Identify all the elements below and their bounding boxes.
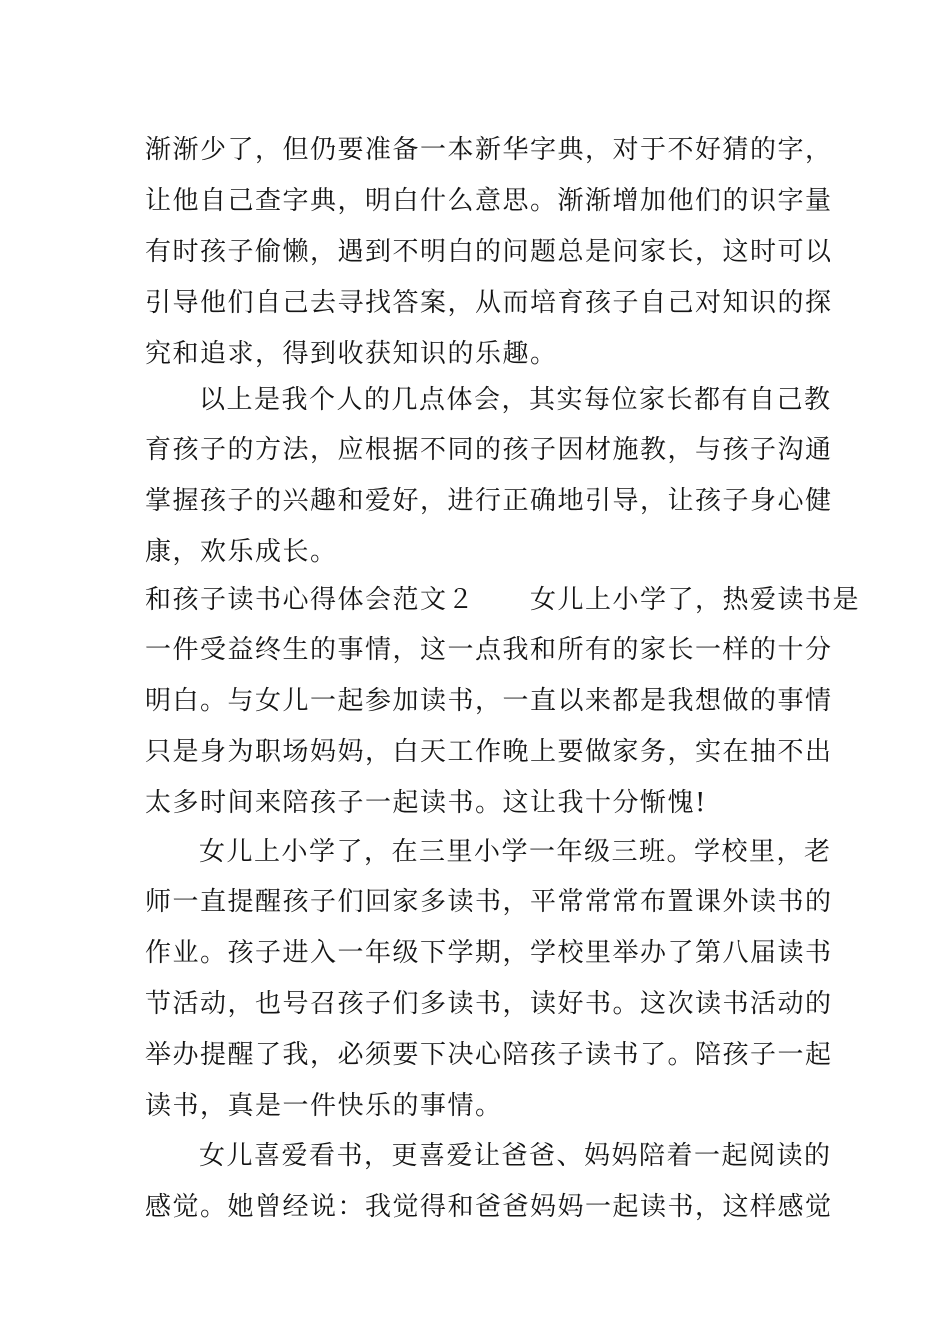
text-line: 究和追求，得到收获知识的乐趣。 [145,339,558,369]
text-line: 让他自己查字典，明白什么意思。渐渐增加他们的识字量 [145,186,833,216]
text-line: 读书，真是一件快乐的事情。 [145,1091,503,1121]
text-line: 掌握孩子的兴趣和爱好，进行正确地引导，让孩子身心健 [145,486,833,516]
paragraph-start-line: 女儿上小学了，在三里小学一年级三班。学校里，老 [199,837,832,867]
text-line: 康，欢乐成长。 [145,537,338,567]
text-line: 渐渐少了，但仍要准备一本新华字典，对于不好猜的字， [145,135,833,165]
text-line: 引导他们自己去寻找答案，从而培育孩子自己对知识的探 [145,288,833,318]
text-line: 举办提醒了我，必须要下决心陪孩子读书了。陪孩子一起 [145,1040,833,1070]
paragraph-start-line: 女儿喜爱看书，更喜爱让爸爸、妈妈陪着一起阅读的 [199,1141,832,1171]
text-line: 一件受益终生的事情，这一点我和所有的家长一样的十分 [145,635,833,665]
text-line: 有时孩子偷懒，遇到不明白的问题总是问家长，这时可以 [145,237,833,267]
text-line: 育孩子的方法，应根据不同的孩子因材施教，与孩子沟通 [145,435,833,465]
text-line: 太多时间来陪孩子一起读书。这让我十分惭愧! [145,788,707,818]
paragraph-start-line: 以上是我个人的几点体会，其实每位家长都有自己教 [199,385,832,415]
text-line: 明白。与女儿一起参加读书，一直以来都是我想做的事情 [145,686,833,716]
text-line: 感觉。她曾经说：我觉得和爸爸妈妈一起读书，这样感觉 [145,1192,833,1222]
section-title-line: 和孩子读书心得体会范文２ 女儿上小学了，热爱读书是 [145,585,861,615]
text-line: 节活动，也号召孩子们多读书，读好书。这次读书活动的 [145,989,833,1019]
text-line: 只是身为职场妈妈，白天工作晚上要做家务，实在抽不出 [145,737,833,767]
text-line: 师一直提醒孩子们回家多读书，平常常常布置课外读书的 [145,887,833,917]
text-line: 作业。孩子进入一年级下学期，学校里举办了第八届读书 [145,938,833,968]
